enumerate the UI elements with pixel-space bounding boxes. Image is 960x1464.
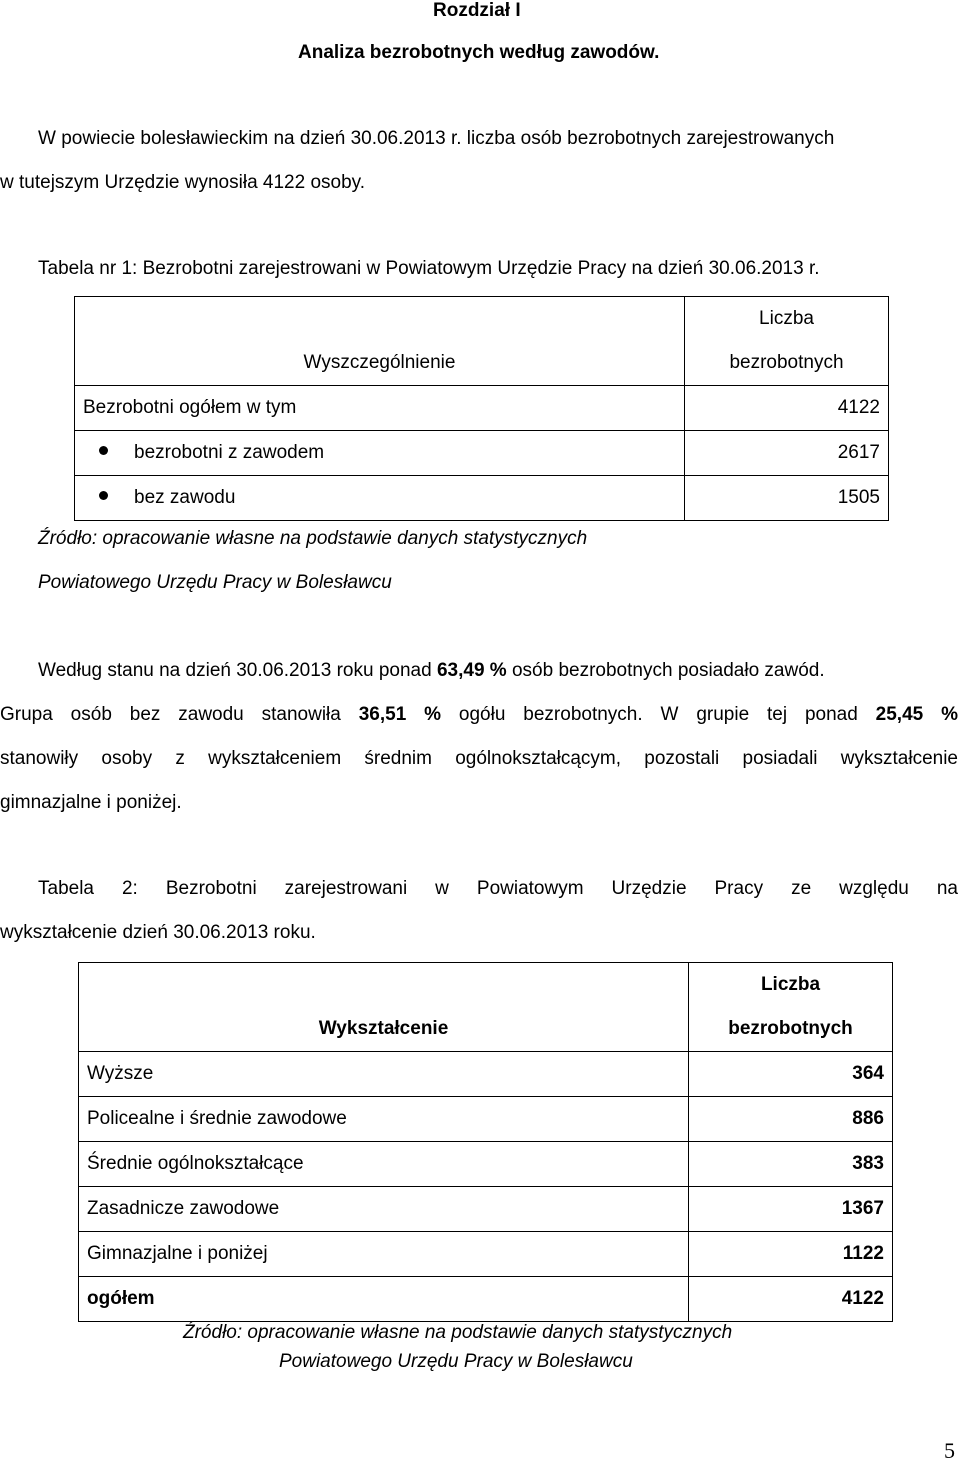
- table1-row-value: 2617: [685, 431, 889, 476]
- table2-row-label: Zasadnicze zawodowe: [79, 1187, 689, 1232]
- table1-source-line-1: Źródło: opracowanie własne na podstawie danych statystycznych: [38, 528, 588, 549]
- table-row: [79, 1097, 893, 1142]
- page-number: 5: [944, 1438, 955, 1463]
- intro-line-2: w tutejszym Urzędzie wynosiła 4122 osoby.: [0, 172, 366, 193]
- table-row: [75, 386, 889, 431]
- table2-caption-line-1: Tabela 2: Bezrobotni zarejestrowani w Powiatowym Urzędzie Pracy ze względu na: [38, 878, 958, 899]
- table-row: [79, 1052, 893, 1097]
- table2-caption-line-2: wykształcenie dzień 30.06.2013 roku.: [0, 922, 316, 943]
- table-row: [79, 1232, 893, 1277]
- bullet-icon: [99, 446, 108, 455]
- table-row: [79, 1142, 893, 1187]
- paragraph-line-2: Grupa osób bez zawodu stanowiła 36,51 % ogółu bezrobotnych. W grupie tej ponad 25,45 %: [0, 704, 958, 725]
- table1-source-line-2: Powiatowego Urzędu Pracy w Bolesławcu: [38, 572, 392, 593]
- table2-row-value: 1122: [689, 1232, 893, 1277]
- table2-header-label: Wykształcenie: [79, 963, 689, 1052]
- table2-row-value: 886: [689, 1097, 893, 1142]
- table1-header-label: Wyszczególnienie: [75, 297, 685, 386]
- table1-caption: Tabela nr 1: Bezrobotni zarejestrowani w Powiatowym Urzędzie Pracy na dzień 30.06.2013 r.: [38, 258, 820, 279]
- table2-source-line-1: Źródło: opracowanie własne na podstawie danych statystycznych: [183, 1322, 733, 1343]
- table-row: [79, 1187, 893, 1232]
- table-row: [75, 431, 889, 476]
- table2-row-label: Gimnazjalne i poniżej: [79, 1232, 689, 1277]
- table2-header-row: [79, 963, 893, 1052]
- intro-line-1: W powiecie bolesławieckim na dzień 30.06.2013 r. liczba osób bezrobotnych zarejestrowanych: [38, 128, 835, 149]
- table2-row-label: Średnie ogólnokształcące: [79, 1142, 689, 1187]
- table2-row-value: 364: [689, 1052, 893, 1097]
- table2-row-value: 383: [689, 1142, 893, 1187]
- table2-row-value: 1367: [689, 1187, 893, 1232]
- table-row: [75, 476, 889, 521]
- paragraph-line-3: stanowiły osoby z wykształceniem średnim ogólnokształcącym, pozostali posiadali wykształcenie: [0, 748, 958, 769]
- table2: [78, 962, 893, 1322]
- table1-row-label: Bezrobotni ogółem w tym: [75, 386, 685, 431]
- table1-row-value: 1505: [685, 476, 889, 521]
- chapter-title: Rozdział I: [433, 0, 521, 21]
- paragraph-line-1: Według stanu na dzień 30.06.2013 roku ponad 63,49 % osób bezrobotnych posiadało zawód.: [38, 660, 825, 681]
- table2-row-label: Policealne i średnie zawodowe: [79, 1097, 689, 1142]
- bullet-icon: [99, 491, 108, 500]
- table2-source-line-2: Powiatowego Urzędu Pracy w Bolesławcu: [279, 1351, 633, 1372]
- table1-row-label: bezrobotni z zawodem: [75, 431, 685, 476]
- percent-without-profession: 36,51 %: [358, 704, 442, 725]
- table1-row-value: 4122: [685, 386, 889, 431]
- table2-row-label: Wyższe: [79, 1052, 689, 1097]
- table1-row-label: bez zawodu: [75, 476, 685, 521]
- table2-total-label: ogółem: [79, 1277, 689, 1322]
- percent-general-secondary: 25,45 %: [875, 704, 958, 725]
- table-row: [79, 1277, 893, 1322]
- percent-with-profession: 63,49 %: [436, 660, 507, 681]
- paragraph-line-4: gimnazjalne i poniżej.: [0, 792, 182, 813]
- table2-total-value: 4122: [689, 1277, 893, 1322]
- chapter-subtitle: Analiza bezrobotnych według zawodów.: [298, 42, 660, 63]
- table2-header-value: Liczba bezrobotnych: [689, 963, 893, 1052]
- table1-header-row: [75, 297, 889, 386]
- table1-header-value: Liczba bezrobotnych: [685, 297, 889, 386]
- table1: [74, 296, 889, 521]
